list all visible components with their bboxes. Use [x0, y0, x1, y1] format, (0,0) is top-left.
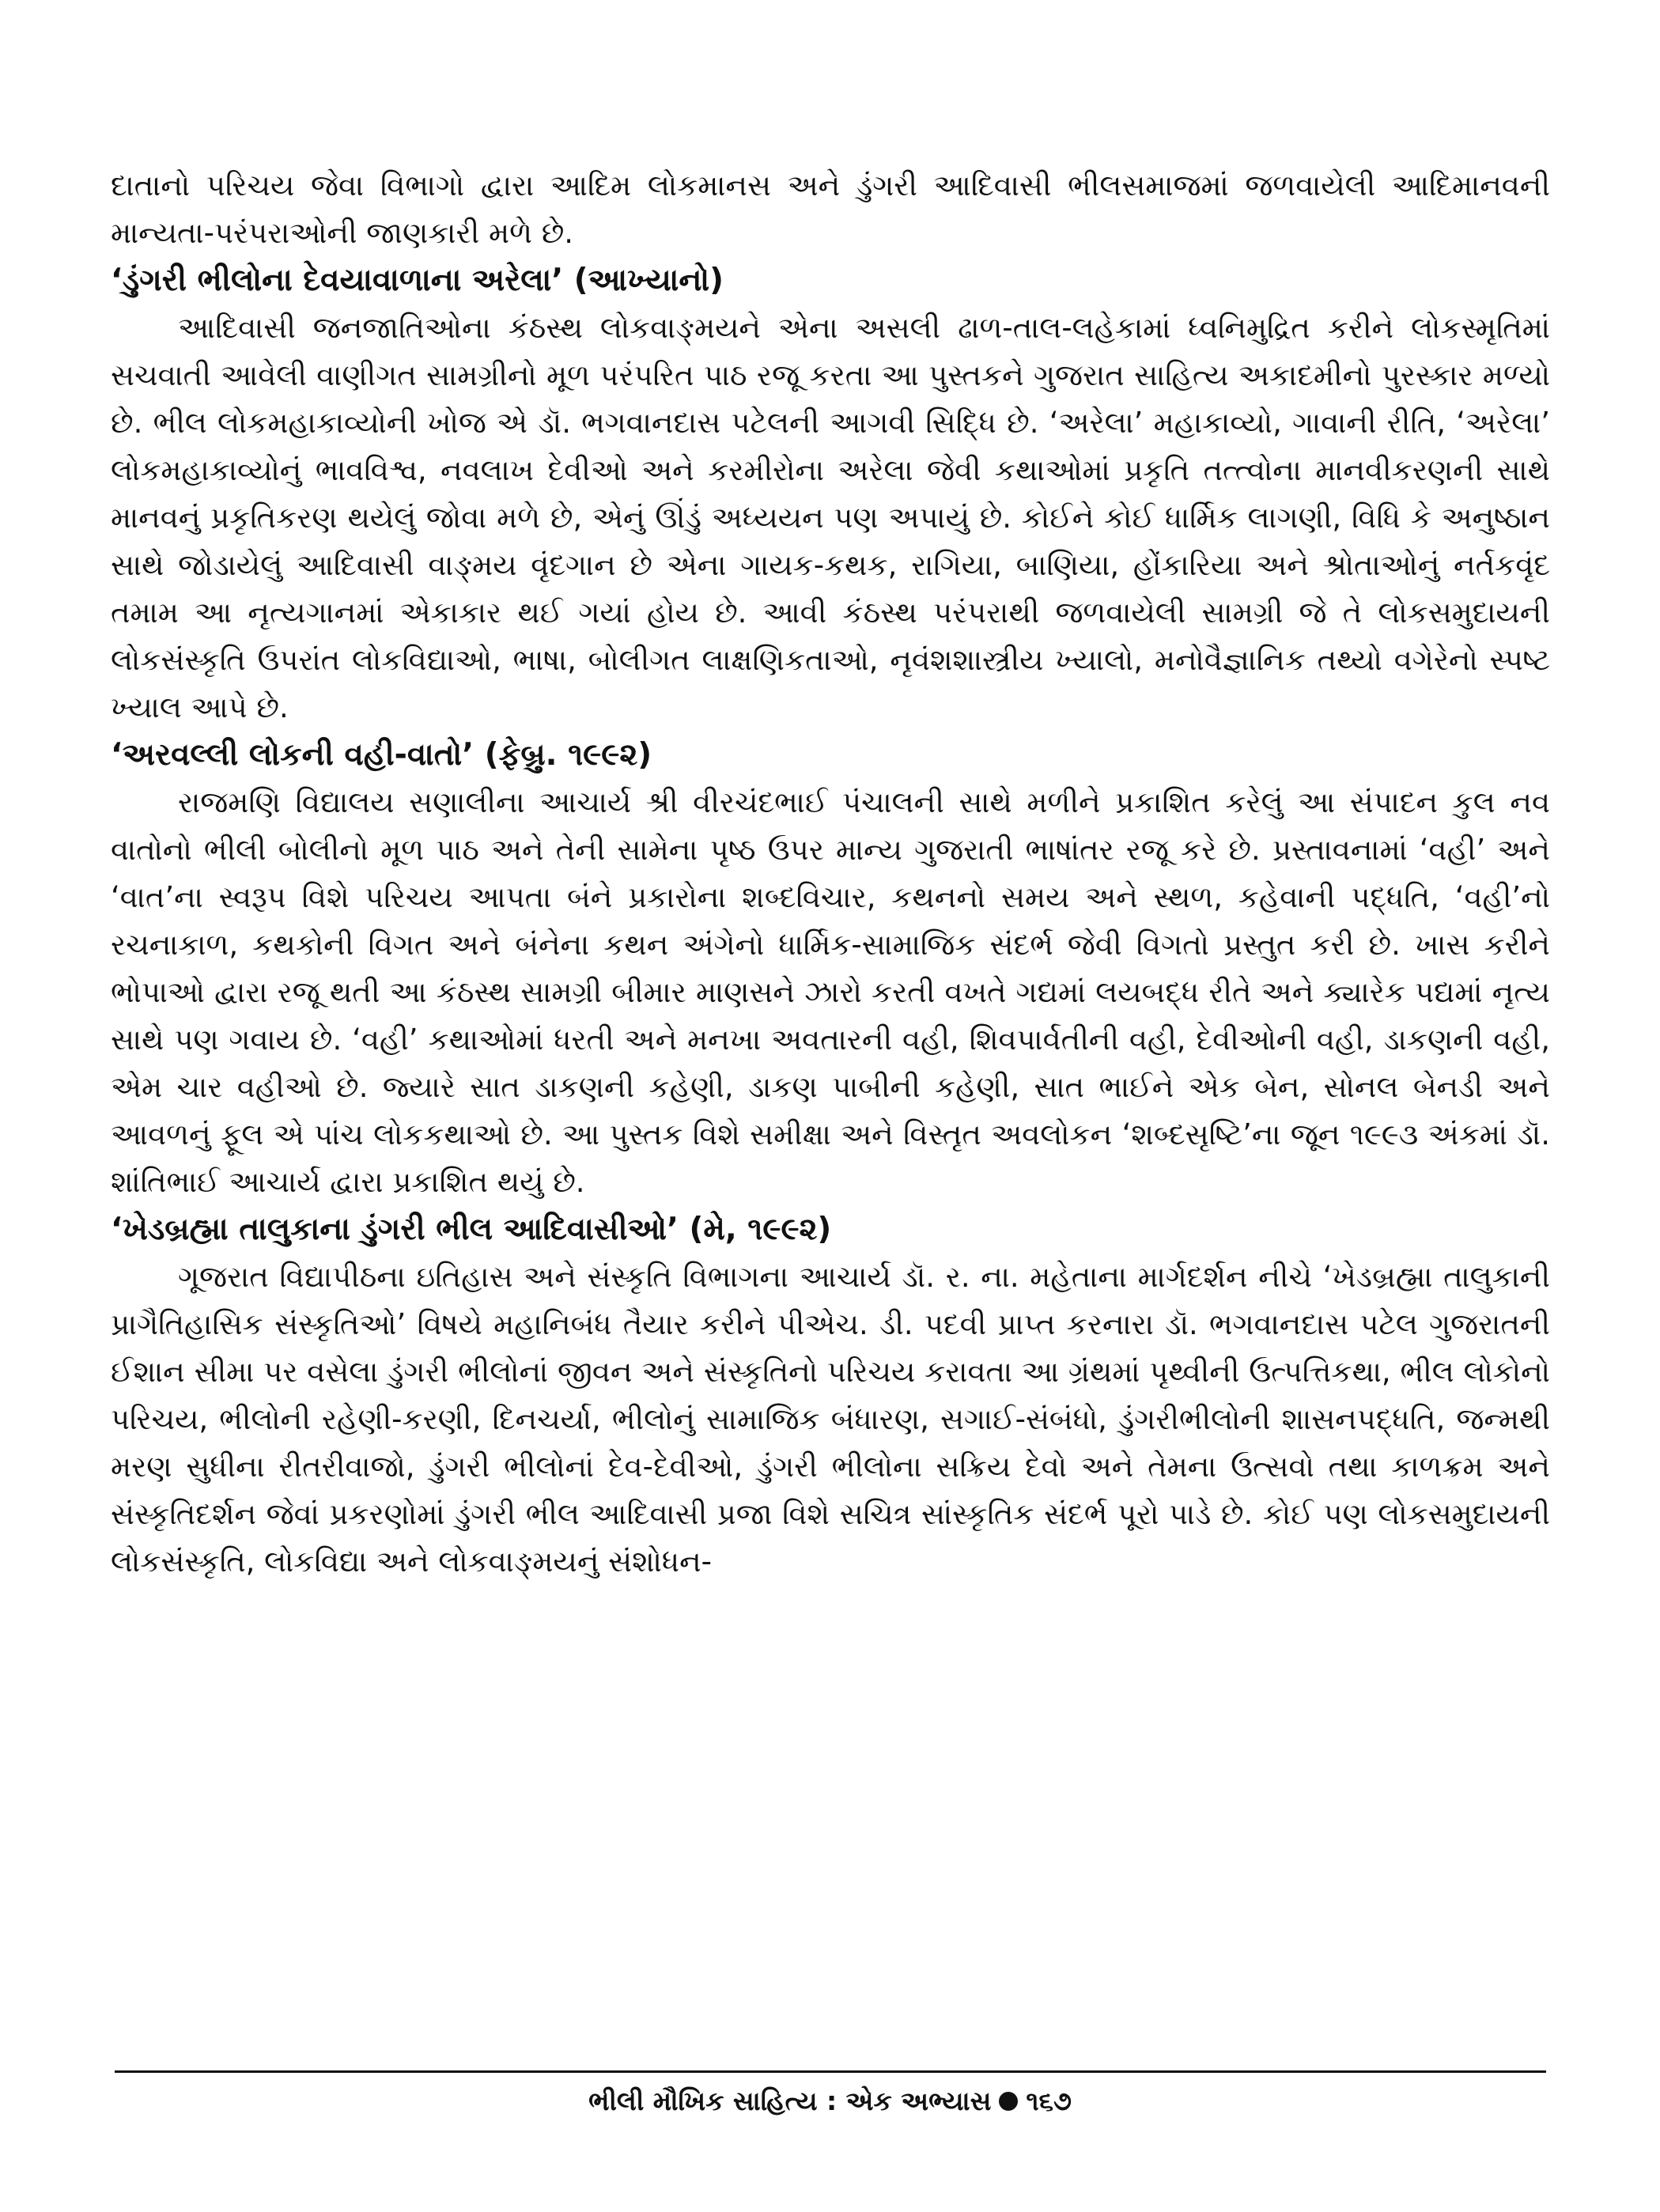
page-footer — [0, 2082, 1660, 2121]
section-heading-dungari-bhil: ‘ખેડબ્રહ્મા તાલુકાના ડુંગરી ભીલ આદિવાસીઓ’ (મે, ૧૯૯૨) — [111, 1212, 832, 1247]
footer-book-title: ભીલી મૌખિક સાહિત્ય : એક અભ્યાસ — [588, 2085, 992, 2116]
intro-paragraph: દાતાનો પરિચય જેવા વિભાગો દ્વારા આદિમ લોકમાનસ અને ડુંગરી આદિવાસી ભીલસમાજમાં જળવાયેલી આદિમાનવની માન્યતા-પરંપરાઓની જાણકારી મળે છે. — [111, 168, 1550, 250]
section-heading-vahi-vato: ‘અરવલ્લી લોકની વહી-વાતો’ (ફેબ્રુ. ૧૯૯૨) — [111, 737, 652, 773]
page-number: ૧૬૭ — [1026, 2085, 1072, 2116]
page-body — [111, 162, 1550, 1586]
section-paragraph-vahi-vato: રાજમણિ વિદ્યાલય સણાલીના આચાર્ય શ્રી વીરચંદભાઈ પંચાલની સાથે મળીને પ્રકાશિત કરેલું આ સંપાદન કુલ નવ વાતોનો ભીલી બોલીનો મૂળ પાઠ અને તેની સામેના પૃષ્ઠ ઉપર માન્ય ગુજરાતી ભાષાંતર રજૂ કરે છે. પ્રસ્તાવનામાં ‘વહી’ અને ‘વાત’ના સ્વરૂપ વિશે પરિચય આપતા બંને પ્રકારોના શબ્દવિચાર, કથનનો સમય અને સ્થળ, કહેવાની પદ્ધતિ, ‘વહી’નો રચનાકાળ, કથકોની વિગત અને બંનેના કથન અંગેનો ધાર્મિક-સામાજિક સંદર્ભ જેવી વિગતો પ્રસ્તુત કરી છે. ખાસ કરીને ભોપાઓ દ્વારા રજૂ થતી આ કંઠસ્થ સામગ્રી બીમાર માણસને ઝારો કરતી વખતે ગદ્યમાં લયબદ્ધ રીતે અને ક્યારેક પદ્યમાં નૃત્ય સાથે પણ ગવાય છે. ‘વહી’ કથાઓમાં ધરતી અને મનખા અવતારની વહી, શિવપાર્વતીની વહી, દેવીઓની વહી, ડાકણની વહી, એમ ચાર વહીઓ છે. જ્યારે સાત ડાકણની કહેણી, ડાકણ પાબીની કહેણી, સાત ભાઈને એક બેન, સોનલ બેનડી અને આવળનું ફૂલ એ પાંચ લોકકથાઓ છે. આ પુસ્તક વિશે સમીક્ષા અને વિસ્તૃત અવલોકન ‘શબ્દસૃષ્ટિ’ના જૂન ૧૯૯૩ અંકમાં ડૉ. શાંતિભાઈ આચાર્ય દ્વારા પ્રકાશિત થયું છે. — [111, 785, 1550, 1199]
bullet-icon — [999, 2092, 1018, 2111]
footer-divider — [115, 2070, 1546, 2073]
section-paragraph-arela: આદિવાસી જનજાતિઓના કંઠસ્થ લોકવાઙ્મયને એના અસલી ઢાળ-તાલ-લહેકામાં ધ્વનિમુદ્રિત કરીને લોકસ્મૃતિમાં સચવાતી આવેલી વાણીગત સામગ્રીનો મૂળ પરંપરિત પાઠ રજૂ કરતા આ પુસ્તકને ગુજરાત સાહિત્ય અકાદમીનો પુરસ્કાર મળ્યો છે. ભીલ લોકમહાકાવ્યોની ખોજ એ ડૉ. ભગવાનદાસ પટેલની આગવી સિદ્ધિ છે. ‘અરેલા’ મહાકાવ્યો, ગાવાની રીતિ, ‘અરેલા’ લોકમહાકાવ્યોનું ભાવવિશ્વ, નવલાખ દેવીઓ અને કરમીરોના અરેલા જેવી કથાઓમાં પ્રકૃતિ તત્ત્વોના માનવીકરણની સાથે માનવનું પ્રકૃતિકરણ થયેલું જોવા મળે છે, એનું ઊંડું અધ્યયન પણ અપાયું છે. કોઈને કોઈ ધાર્મિક લાગણી, વિધિ કે અનુષ્ઠાન સાથે જોડાયેલું આદિવાસી વાઙ્મય વૃંદગાન છે એના ગાયક-કથક, રાગિયા, બાણિયા, હોંકારિયા અને શ્રોતાઓનું નર્તકવૃંદ તમામ આ નૃત્યગાનમાં એકાકાર થઈ ગયાં હોય છે. આવી કંઠસ્થ પરંપરાથી જળવાયેલી સામગ્રી જે તે લોકસમુદાયની લોકસંસ્કૃતિ ઉપરાંત લોકવિદ્યાઓ, ભાષા, બોલીગત લાક્ષણિકતાઓ, નૃવંશશાસ્ત્રીય ખ્યાલો, મનોવૈજ્ઞાનિક તથ્યો વગેરેનો સ્પષ્ટ ખ્યાલ આપે છે. — [111, 311, 1550, 724]
section-heading-arela: ‘ડુંગરી ભીલોના દેવયાવાળાના અરેલા’ (આખ્યાનો) — [111, 263, 724, 298]
section-paragraph-dungari-bhil: ગૂજરાત વિદ્યાપીઠના ઇતિહાસ અને સંસ્કૃતિ વિભાગના આચાર્ય ડૉ. ર. ના. મહેતાના માર્ગદર્શન નીચે ‘ખેડબ્રહ્મા તાલુકાની પ્રાગૈતિહાસિક સંસ્કૃતિઓ’ વિષયે મહાનિબંધ તૈયાર કરીને પીએચ. ડી. પદવી પ્રાપ્ત કરનારા ડૉ. ભગવાનદાસ પટેલ ગુજરાતની ઈશાન સીમા પર વસેલા ડુંગરી ભીલોનાં જીવન અને સંસ્કૃતિનો પરિચય કરાવતા આ ગ્રંથમાં પૃથ્વીની ઉત્પત્તિકથા, ભીલ લોકોનો પરિચય, ભીલોની રહેણી-કરણી, દિનચર્યા, ભીલોનું સામાજિક બંધારણ, સગાઈ-સંબંધો, ડુંગરીભીલોની શાસનપદ્ધતિ, જન્મથી મરણ સુધીના રીતરીવાજો, ડુંગરી ભીલોનાં દેવ-દેવીઓ, ડુંગરી ભીલોના સક્રિય દેવો અને તેમના ઉત્સવો તથા કાળક્રમ અને સંસ્કૃતિદર્શન જેવાં પ્રકરણોમાં ડુંગરી ભીલ આદિવાસી પ્રજા વિશે સચિત્ર સાંસ્કૃતિક સંદર્ભ પૂરો પાડે છે. કોઈ પણ લોકસમુદાયની લોકસંસ્કૃતિ, લોકવિદ્યા અને લોકવાઙ્મયનું સંશોધન- — [111, 1260, 1550, 1579]
